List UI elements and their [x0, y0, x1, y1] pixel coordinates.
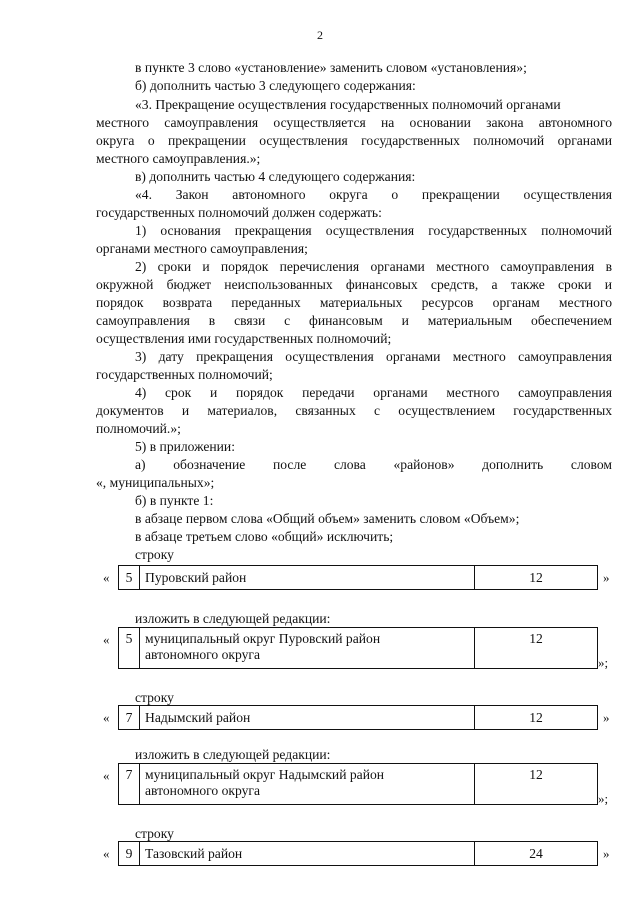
table-row	[118, 841, 598, 866]
row-value: 12	[529, 570, 543, 585]
row-name-line: автономного округа	[145, 783, 261, 798]
text-line: полномочий.»;	[96, 421, 181, 436]
text-line: местного самоуправления.»;	[96, 151, 261, 166]
open-quote: «	[103, 768, 110, 783]
text-line: государственных полномочий должен содержать:	[96, 205, 382, 220]
text-line: строку	[135, 690, 174, 705]
text-line: а) обозначение после слова «районов» дополнить словом	[135, 457, 612, 472]
row-value: 12	[529, 710, 543, 725]
text-line: б) дополнить частью 3 следующего содержания:	[135, 78, 416, 93]
row-name: Надымский район	[139, 706, 475, 729]
row-number: 7	[119, 706, 140, 729]
table-row	[118, 627, 598, 669]
text-line: изложить в следующей редакции:	[135, 747, 331, 762]
text-line: порядок возврата переданных материальных ресурсов органам местного	[96, 295, 612, 310]
text-line: документов и материалов, связанных с осуществлением государственных	[96, 403, 612, 418]
table-row	[118, 763, 598, 805]
text-line: «3. Прекращение осуществления государственных полномочий органами	[135, 97, 561, 112]
open-quote: «	[103, 846, 110, 861]
row-value: 12	[529, 631, 543, 646]
row-number: 9	[119, 842, 140, 865]
close-quote: »;	[598, 791, 609, 806]
row-name-line: муниципальный округ Пуровский район	[145, 631, 381, 646]
row-name: Пуровский район	[139, 566, 475, 589]
row-name	[139, 764, 475, 804]
row-name-line: автономного округа	[145, 647, 261, 662]
page-number: 2	[317, 28, 323, 42]
text-line: округа о прекращении осуществления государственных полномочий органами	[96, 133, 612, 148]
text-line: б) в пункте 1:	[135, 493, 214, 508]
text-line: строку	[135, 826, 174, 841]
text-line: осуществления ими государственных полномочий;	[96, 331, 392, 346]
text-line: «4. Закон автономного округа о прекращении осуществления	[135, 187, 612, 202]
text-line: строку	[135, 547, 174, 562]
text-line: в) дополнить частью 4 следующего содержания:	[135, 169, 416, 184]
text-line: государственных полномочий;	[96, 367, 273, 382]
text-line: 4) срок и порядок передачи органами местного самоуправления	[135, 385, 612, 400]
text-line: органами местного самоуправления;	[96, 241, 308, 256]
text-line: изложить в следующей редакции:	[135, 611, 331, 626]
text-line: местного самоуправления осуществляется на основании закона автономного	[96, 115, 612, 130]
row-number: 5	[119, 628, 140, 668]
row-value: 12	[529, 767, 543, 782]
row-name	[139, 628, 475, 668]
text-line: в абзаце первом слова «Общий объем» заменить словом «Объем»;	[135, 511, 520, 526]
row-name: Тазовский район	[139, 842, 475, 865]
close-quote: »	[603, 710, 610, 725]
text-line: окружной бюджет неиспользованных финансовых средств, а также сроки и	[96, 277, 612, 292]
row-number: 5	[119, 566, 140, 589]
text-line: 3) дату прекращения осуществления органами местного самоуправления	[135, 349, 612, 364]
table-row	[118, 705, 598, 730]
close-quote: »	[603, 846, 610, 861]
text-line: 5) в приложении:	[135, 439, 235, 454]
text-line: самоуправления в связи с финансовым и материальным обеспечением	[96, 313, 612, 328]
open-quote: «	[103, 710, 110, 725]
row-number: 7	[119, 764, 140, 804]
text-line: 2) сроки и порядок перечисления органами местного самоуправления в	[135, 259, 612, 274]
close-quote: »	[603, 570, 610, 585]
row-value: 24	[529, 846, 543, 861]
text-line: 1) основания прекращения осуществления государственных полномочий	[135, 223, 612, 238]
row-name-line: муниципальный округ Надымский район	[145, 767, 385, 782]
open-quote: «	[103, 570, 110, 585]
text-line: «, муниципальных»;	[96, 475, 215, 490]
close-quote: »;	[598, 655, 609, 670]
open-quote: «	[103, 632, 110, 647]
text-line: в абзаце третьем слово «общий» исключить;	[135, 529, 394, 544]
table-row	[118, 565, 598, 590]
text-line: в пункте 3 слово «установление» заменить словом «установления»;	[135, 60, 527, 75]
